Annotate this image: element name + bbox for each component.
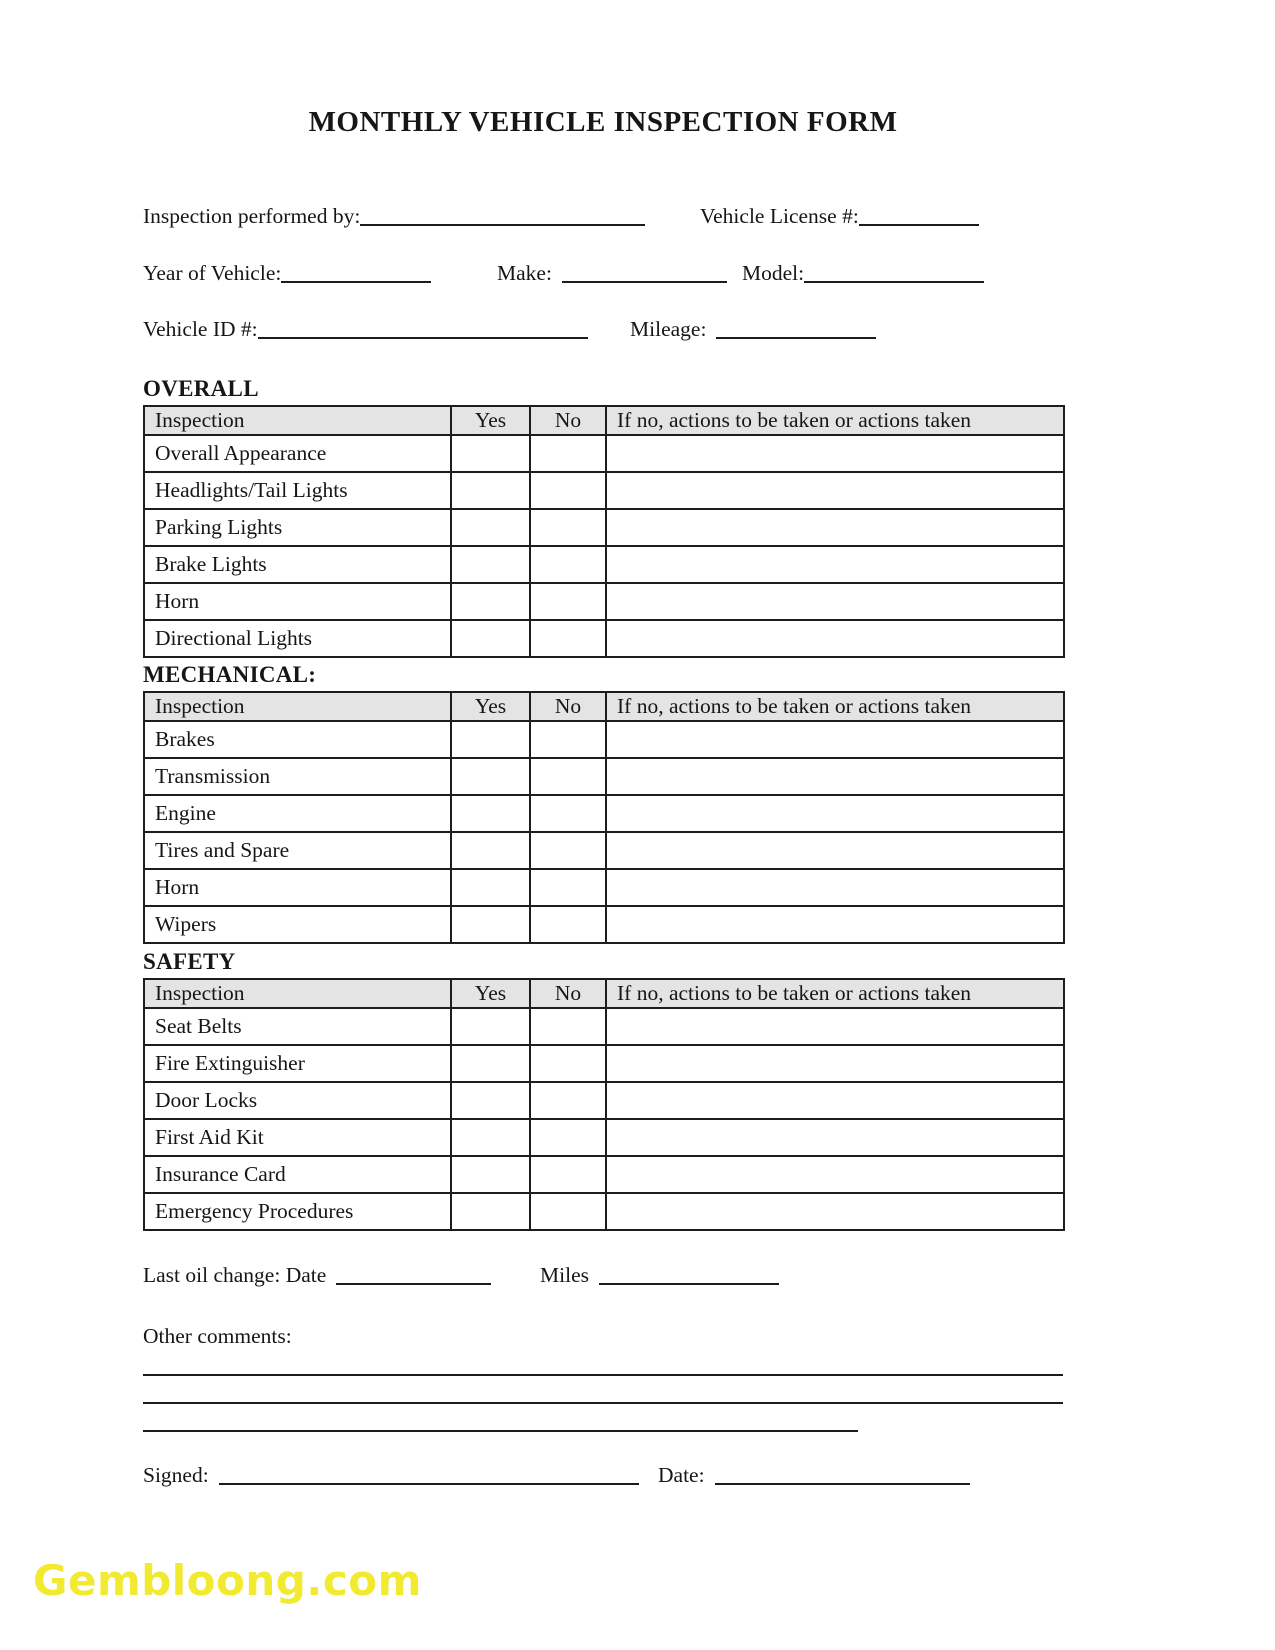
table-row [144, 546, 1064, 583]
signed-label: Signed: [143, 1463, 209, 1487]
actions-cell[interactable] [606, 721, 1064, 758]
yes-cell[interactable] [451, 832, 530, 869]
no-cell[interactable] [530, 509, 606, 546]
yes-cell[interactable] [451, 620, 530, 657]
yes-cell[interactable] [451, 583, 530, 620]
yes-cell[interactable] [451, 1156, 530, 1193]
no-cell[interactable] [530, 1193, 606, 1230]
actions-cell[interactable] [606, 1008, 1064, 1045]
header-row [144, 692, 1064, 721]
inspection-column-header: Inspection [144, 692, 451, 721]
actions-cell[interactable] [606, 1156, 1064, 1193]
mileage-label: Mileage: [630, 317, 707, 341]
table-row [144, 435, 1064, 472]
comments-line-3[interactable] [143, 1430, 858, 1432]
last-oil-change-label: Last oil change: Date [143, 1263, 327, 1287]
actions-cell[interactable] [606, 472, 1064, 509]
inspection-item-label: Door Locks [144, 1082, 451, 1119]
inspection-column-header: Inspection [144, 979, 451, 1008]
yes-column-header: Yes [451, 692, 530, 721]
inspection-item-label: Brake Lights [144, 546, 451, 583]
inspection-item-label: First Aid Kit [144, 1119, 451, 1156]
yes-cell[interactable] [451, 435, 530, 472]
table-row [144, 832, 1064, 869]
actions-column-header: If no, actions to be taken or actions taken [606, 692, 1064, 721]
inspection-item-label: Engine [144, 795, 451, 832]
table-row [144, 721, 1064, 758]
inspection-item-label: Horn [144, 583, 451, 620]
no-cell[interactable] [530, 758, 606, 795]
other-comments-label: Other comments: [143, 1324, 292, 1348]
table-row [144, 869, 1064, 906]
inspection-item-label: Overall Appearance [144, 435, 451, 472]
no-cell[interactable] [530, 1082, 606, 1119]
yes-column-header: Yes [451, 406, 530, 435]
table-row [144, 583, 1064, 620]
actions-cell[interactable] [606, 832, 1064, 869]
actions-cell[interactable] [606, 620, 1064, 657]
inspection-column-header: Inspection [144, 406, 451, 435]
model-label: Model: [742, 261, 805, 285]
inspection-performed-by-input[interactable] [360, 206, 645, 226]
oil-change-date-input[interactable] [336, 1265, 491, 1285]
actions-cell[interactable] [606, 906, 1064, 943]
no-column-header: No [530, 692, 606, 721]
make-input[interactable] [562, 263, 727, 283]
inspection-item-label: Tires and Spare [144, 832, 451, 869]
table-row [144, 1045, 1064, 1082]
yes-cell[interactable] [451, 1193, 530, 1230]
table-row [144, 1082, 1064, 1119]
actions-column-header: If no, actions to be taken or actions taken [606, 406, 1064, 435]
actions-column-header: If no, actions to be taken or actions taken [606, 979, 1064, 1008]
vehicle-license-input[interactable] [859, 206, 979, 226]
yes-cell[interactable] [451, 869, 530, 906]
vehicle-id-label: Vehicle ID #: [143, 317, 258, 341]
inspection-item-label: Parking Lights [144, 509, 451, 546]
no-cell[interactable] [530, 1156, 606, 1193]
no-cell[interactable] [530, 795, 606, 832]
yes-cell[interactable] [451, 1045, 530, 1082]
vehicle-id-input[interactable] [258, 319, 588, 339]
table-row [144, 509, 1064, 546]
actions-cell[interactable] [606, 869, 1064, 906]
table-row [144, 1156, 1064, 1193]
no-cell[interactable] [530, 435, 606, 472]
table-row [144, 1119, 1064, 1156]
vehicle-license-label: Vehicle License #: [700, 204, 859, 228]
table-row [144, 758, 1064, 795]
field-row-1 [143, 203, 1143, 235]
yes-cell[interactable] [451, 472, 530, 509]
signed-input[interactable] [219, 1465, 639, 1485]
oil-change-row [143, 1262, 1143, 1294]
inspection-item-label: Emergency Procedures [144, 1193, 451, 1230]
inspection-item-label: Insurance Card [144, 1156, 451, 1193]
form-title: MONTHLY VEHICLE INSPECTION FORM [308, 106, 898, 138]
actions-cell[interactable] [606, 1119, 1064, 1156]
model-input[interactable] [804, 263, 984, 283]
yes-cell[interactable] [451, 1008, 530, 1045]
signature-row [143, 1462, 1143, 1494]
yes-cell[interactable] [451, 1082, 530, 1119]
inspection-item-label: Fire Extinguisher [144, 1045, 451, 1082]
safety-table [143, 978, 1065, 1231]
actions-cell[interactable] [606, 1193, 1064, 1230]
yes-column-header: Yes [451, 979, 530, 1008]
table-row [144, 472, 1064, 509]
safety-section [143, 949, 1063, 1231]
actions-cell[interactable] [606, 509, 1064, 546]
header-row [144, 979, 1064, 1008]
yes-cell[interactable] [451, 1119, 530, 1156]
overall-section [143, 376, 1063, 658]
no-column-header: No [530, 406, 606, 435]
inspection-item-label: Horn [144, 869, 451, 906]
actions-cell[interactable] [606, 546, 1064, 583]
no-cell[interactable] [530, 620, 606, 657]
yes-cell[interactable] [451, 721, 530, 758]
table-row [144, 1008, 1064, 1045]
no-cell[interactable] [530, 583, 606, 620]
make-label: Make: [497, 261, 552, 285]
oil-miles-label: Miles [540, 1263, 589, 1287]
mileage-input[interactable] [716, 319, 876, 339]
inspection-performed-by-label: Inspection performed by: [143, 204, 361, 228]
overall-table [143, 405, 1065, 658]
mechanical-section [143, 662, 1063, 944]
header-row [144, 406, 1064, 435]
no-cell[interactable] [530, 906, 606, 943]
no-cell[interactable] [530, 472, 606, 509]
yes-cell[interactable] [451, 546, 530, 583]
mechanical-table [143, 691, 1065, 944]
table-row [144, 906, 1064, 943]
actions-cell[interactable] [606, 1045, 1064, 1082]
actions-cell[interactable] [606, 435, 1064, 472]
field-row-2 [143, 260, 1143, 292]
no-column-header: No [530, 979, 606, 1008]
year-of-vehicle-input[interactable] [281, 263, 431, 283]
no-cell[interactable] [530, 869, 606, 906]
field-row-3 [143, 316, 1143, 348]
table-row [144, 620, 1064, 657]
no-cell[interactable] [530, 832, 606, 869]
inspection-item-label: Brakes [144, 721, 451, 758]
inspection-item-label: Seat Belts [144, 1008, 451, 1045]
yes-cell[interactable] [451, 795, 530, 832]
actions-cell[interactable] [606, 758, 1064, 795]
watermark: Gembloong.com [33, 1556, 422, 1605]
yes-cell[interactable] [451, 509, 530, 546]
no-cell[interactable] [530, 1119, 606, 1156]
actions-cell[interactable] [606, 583, 1064, 620]
yes-cell[interactable] [451, 758, 530, 795]
inspection-item-label: Headlights/Tail Lights [144, 472, 451, 509]
oil-miles-input[interactable] [599, 1265, 779, 1285]
inspection-item-label: Wipers [144, 906, 451, 943]
signature-date-label: Date: [658, 1463, 705, 1487]
actions-cell[interactable] [606, 795, 1064, 832]
comments-line-1[interactable] [143, 1374, 1063, 1376]
mechanical-heading: MECHANICAL: [143, 662, 317, 687]
no-cell[interactable] [530, 1045, 606, 1082]
yes-cell[interactable] [451, 906, 530, 943]
comments-line-2[interactable] [143, 1402, 1063, 1404]
inspection-item-label: Transmission [144, 758, 451, 795]
no-cell[interactable] [530, 721, 606, 758]
safety-heading: SAFETY [143, 949, 236, 974]
no-cell[interactable] [530, 546, 606, 583]
table-row [144, 1193, 1064, 1230]
overall-heading: OVERALL [143, 376, 259, 401]
no-cell[interactable] [530, 1008, 606, 1045]
inspection-item-label: Directional Lights [144, 620, 451, 657]
signature-date-input[interactable] [715, 1465, 970, 1485]
actions-cell[interactable] [606, 1082, 1064, 1119]
table-row [144, 795, 1064, 832]
year-of-vehicle-label: Year of Vehicle: [143, 261, 282, 285]
